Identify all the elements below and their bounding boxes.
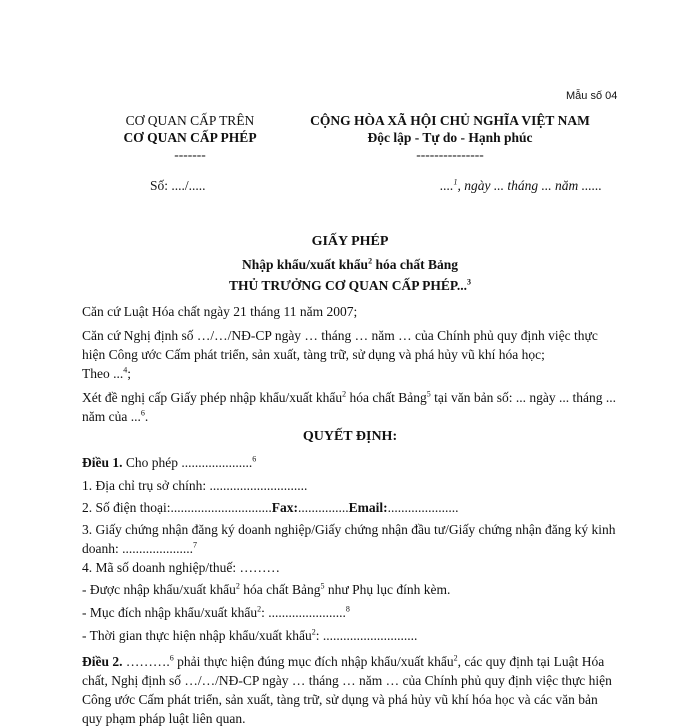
national-title: CỘNG HÒA XÃ HỘI CHỦ NGHĨA VIỆT NAM: [310, 113, 590, 128]
footnote-ref: 1: [453, 177, 458, 187]
footnote-ref: 2: [311, 627, 316, 637]
footnote-ref: 2: [235, 581, 240, 591]
article-2-a: ……….: [122, 654, 170, 669]
request-d: .: [144, 409, 149, 424]
footnote-ref: 8: [345, 604, 350, 614]
basis-according: [82, 364, 618, 383]
email-label: Email:: [348, 500, 388, 515]
duration-b: : ............................: [315, 628, 418, 643]
footnote-ref: 4: [123, 365, 128, 375]
article-1: [82, 453, 618, 472]
permitted-b: hóa chất Bảng: [239, 582, 321, 597]
permitted-c: như Phụ lục đính kèm.: [324, 582, 451, 597]
bullet-permitted: [82, 580, 618, 599]
footnote-ref: 6: [169, 653, 174, 663]
place-date-pre: ....: [440, 178, 454, 193]
registration-text: 3. Giấy chứng nhận đăng ký doanh nghiệp/Giấy chứng nhận đầu tư/Giấy chứng nhận đăng ký kinh doanh: .....................: [82, 522, 616, 556]
bullet-purpose: [82, 603, 618, 622]
phone-label: 2. Số điện thoại:..............................: [82, 500, 272, 515]
footnote-ref: 7: [193, 540, 197, 550]
right-rule: ---------------: [416, 147, 484, 162]
form-number: Mẫu số 04: [566, 90, 618, 102]
footnote-ref: 2: [342, 389, 347, 399]
place-date-post: , ngày ... tháng ... năm ......: [457, 178, 602, 193]
footnote-ref: 2: [368, 256, 373, 266]
document-number: Số: ..../.....: [150, 178, 206, 193]
document-title: GIẤY PHÉP: [311, 234, 389, 249]
subtitle-post: hóa chất Bảng: [372, 257, 458, 272]
bullet-duration: [82, 626, 618, 645]
article-2-label: Điều 2.: [82, 654, 123, 669]
footnote-ref: 3: [467, 277, 472, 287]
according-post: ;: [127, 366, 132, 381]
footnote-ref: 6: [252, 454, 257, 464]
according-pre: Theo ...: [82, 366, 124, 381]
right-header: [290, 112, 610, 163]
decision-heading: QUYẾT ĐỊNH:: [302, 429, 398, 444]
article-1-label: Điều 1.: [82, 455, 123, 470]
footnote-ref: 2: [453, 653, 458, 663]
item-tax-code: 4. Mã số doanh nghiệp/thuế: ………: [82, 560, 280, 575]
fax-dots: ...............: [298, 500, 349, 515]
footnote-ref: 5: [320, 581, 325, 591]
basis-decree: Căn cứ Nghị định số …/…/NĐ-CP ngày … tháng … năm … của Chính phủ quy định việc thực hiện Công ước Cấm phát triển, sản xuất, tàng trữ, sử dụng và phá hủy vũ khí hóa học;: [82, 328, 598, 362]
article-1-text: Cho phép .....................: [122, 455, 253, 470]
national-motto: Độc lập - Tự do - Hạnh phúc: [367, 130, 533, 145]
issuing-agency: CƠ QUAN CẤP PHÉP: [123, 130, 257, 145]
left-rule: -------: [174, 147, 206, 162]
basis-law: Căn cứ Luật Hóa chất ngày 21 tháng 11 năm 2007;: [82, 304, 358, 319]
subtitle-pre: Nhập khẩu/xuất khẩu: [242, 257, 369, 272]
authority-title: [0, 278, 700, 294]
footnote-ref: 2: [257, 604, 262, 614]
item-phone: [82, 498, 618, 517]
footnote-ref: 5: [426, 389, 431, 399]
place-date: [440, 178, 602, 194]
fax-label: Fax:: [271, 500, 298, 515]
article-2-c: , các quy định tại Luật Hóa chất, Nghị định số …/…/NĐ-CP ngày … tháng … năm … của Chính phủ quy định việc thực hiện Công ước Cấm phát triển, sản xuất, tàng trữ, sử dụng và phá hủy vũ khí hóa học và các văn bản quy phạm pháp luật liên quan.: [82, 654, 612, 726]
authority-text: THỦ TRƯỞNG CƠ QUAN CẤP PHÉP...: [228, 278, 468, 293]
purpose-b: : .......................: [261, 605, 346, 620]
request-c: tại văn bản số: ... ngày ... tháng ... năm của ...: [82, 390, 616, 424]
item-address: 1. Địa chỉ trụ sở chính: .............................: [82, 478, 308, 493]
item-registration: [82, 520, 618, 558]
request-a: Xét đề nghị cấp Giấy phép nhập khẩu/xuất khẩu: [82, 390, 343, 405]
purpose-a: - Mục đích nhập khẩu/xuất khẩu: [82, 605, 258, 620]
email-dots: .....................: [387, 500, 459, 515]
duration-a: - Thời gian thực hiện nhập khẩu/xuất khẩu: [82, 628, 312, 643]
document-subtitle: [0, 257, 700, 273]
footnote-ref: 6: [140, 408, 145, 418]
request-b: hóa chất Bảng: [346, 390, 427, 405]
article-2: [82, 652, 618, 726]
left-header: [90, 112, 290, 163]
basis-request: [82, 388, 618, 426]
article-2-b: phải thực hiện đúng mục đích nhập khẩu/xuất khẩu: [173, 654, 454, 669]
superior-agency: CƠ QUAN CẤP TRÊN: [125, 113, 255, 128]
permitted-a: - Được nhập khẩu/xuất khẩu: [82, 582, 236, 597]
